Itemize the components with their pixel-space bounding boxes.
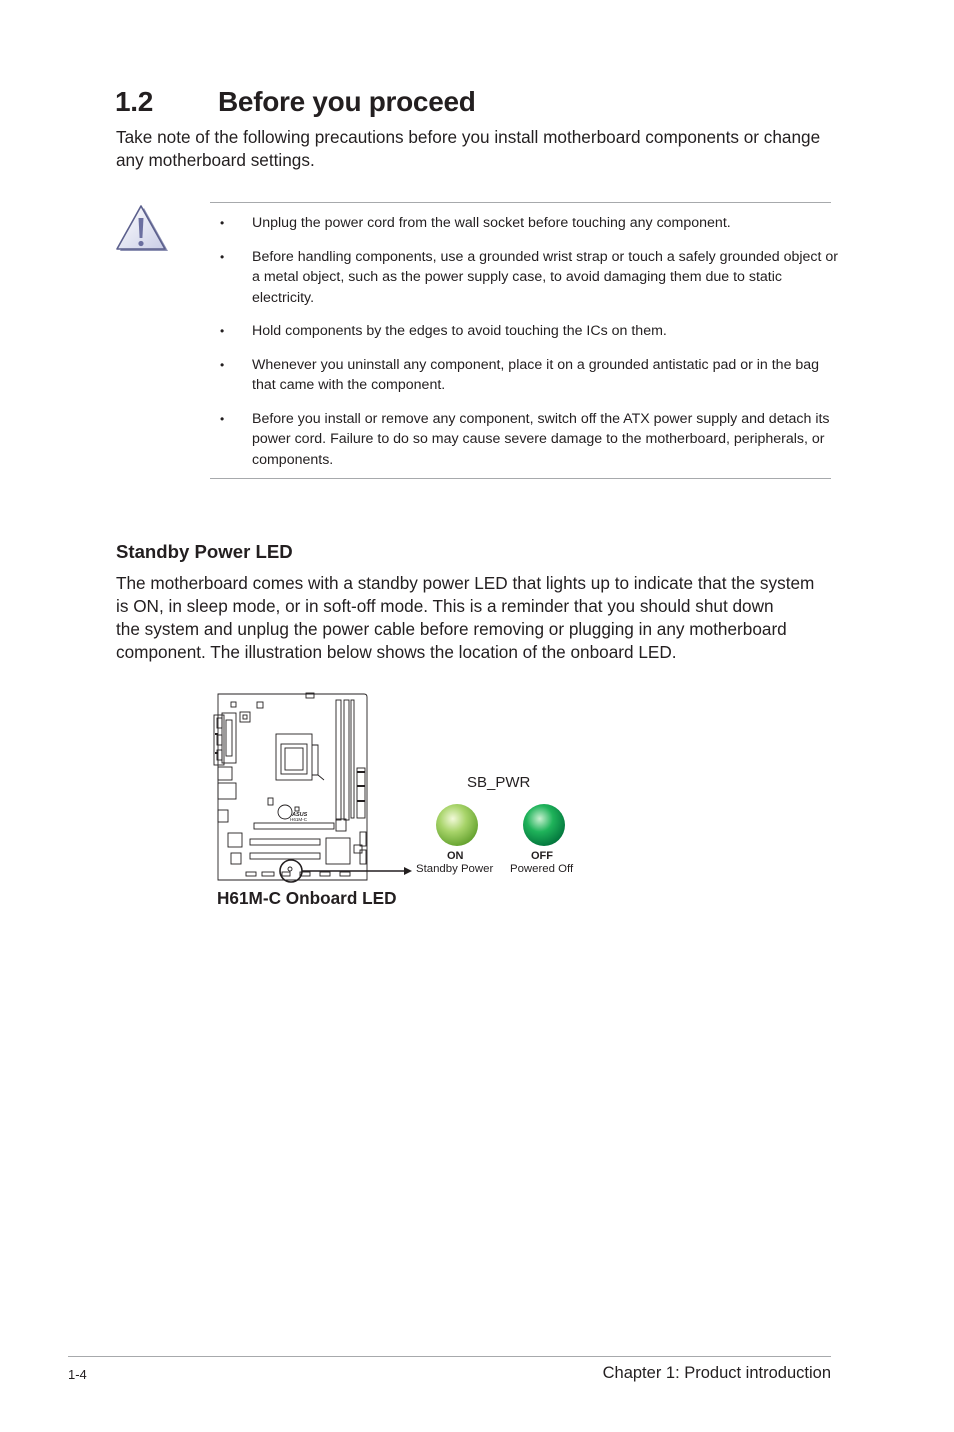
bullet: • [220,216,225,230]
bullet: • [220,249,225,264]
figure-caption: H61M-C Onboard LED [217,888,397,908]
caution-list [218,213,838,483]
led-on-state: ON [447,850,464,862]
paragraph-line: component. The illustration below shows the location of the onboard LED. [116,642,677,662]
warning-triangle-icon [114,204,170,254]
led-off-description: Powered Off [510,863,574,875]
caution-item-text: Before you install or remove any component, switch off the ATX power supply and detach its power cord. Failure to do so may cause severe damage to the motherboard, peripherals, or components. [252,410,830,468]
standby-paragraph [116,572,832,664]
paragraph-line: The motherboard comes with a standby power LED that lights up to indicate that the system [116,573,815,593]
paragraph-line: is ON, in sleep mode, or in soft-off mode. This is a reminder that you should shut down [116,596,774,616]
led-off-state: OFF [531,850,553,862]
section-title: Before you proceed [218,86,476,117]
section-number: 1.2 [115,86,154,117]
board-brand-label: ASUS [292,812,308,818]
bullet: • [220,324,225,338]
caution-item-text: Unplug the power cord from the wall socket before touching any component. [252,215,731,231]
page-number: 1-4 [68,1367,87,1382]
caution-item [218,409,838,471]
board-model-label: H61M-C [290,817,308,822]
caution-item-text: Hold components by the edges to avoid touching the ICs on them. [252,323,667,339]
caution-item [218,213,838,234]
led-name-label: SB_PWR [467,774,531,791]
caution-item-text: Before handling components, use a grounded wrist strap or touch a safely grounded object or a metal object, such as the power supply case, to avoid damaging them due to static electricity. [252,248,838,306]
led-on-indicator [436,804,478,846]
caution-top-rule [210,202,831,203]
footer-rule [68,1356,831,1357]
caution-item [218,355,838,396]
bullet: • [220,357,225,372]
caution-item [218,321,838,342]
standby-heading: Standby Power LED [116,541,293,562]
bullet: • [220,411,225,426]
caution-item [218,247,838,309]
led-on-description: Standby Power [416,863,494,875]
paragraph-line: the system and unplug the power cable before removing or plugging in any motherboard [116,619,787,639]
caution-item-text: Whenever you uninstall any component, place it on a grounded antistatic pad or in the bag that came with the component. [252,356,820,393]
led-off-indicator [523,804,565,846]
intro-paragraph: Take note of the following precautions before you install motherboard components or change any motherboard settings. [116,127,821,170]
chapter-title: Chapter 1: Product introduction [602,1364,831,1382]
